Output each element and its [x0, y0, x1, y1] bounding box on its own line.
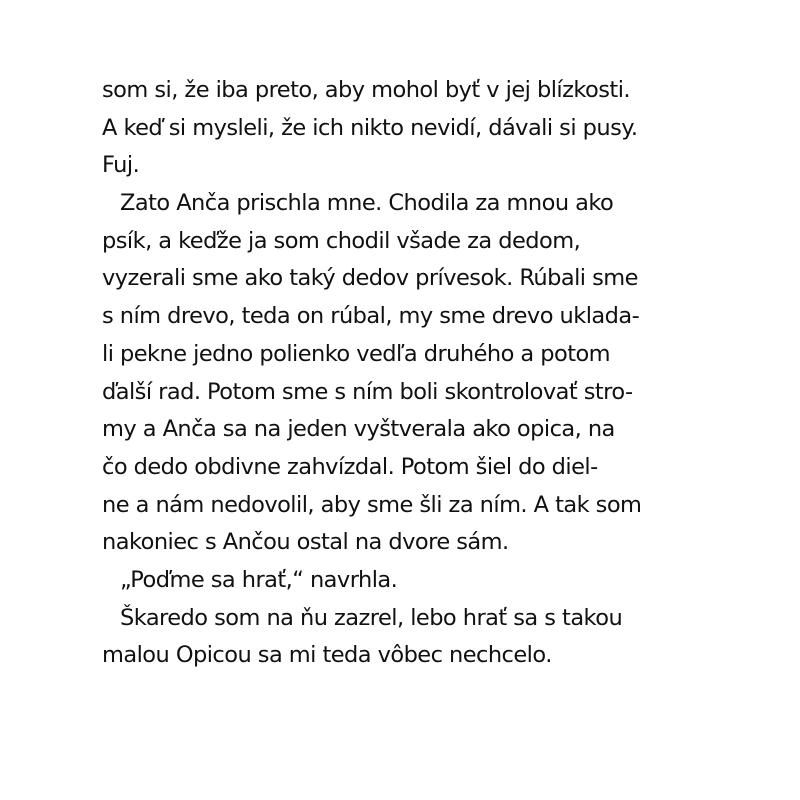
- text-line: malou Opicou sa mi teda vôbec nechcelo.: [102, 642, 552, 669]
- text-line: som si, že iba preto, aby mohol byť v jej blízkosti.: [102, 77, 631, 103]
- text-line: my a Anča sa na jeden vyštverala ako opica, na: [102, 416, 615, 443]
- text-line: vyzerali sme ako taký dedov prívesok. Rúbali sme: [102, 265, 638, 292]
- text-line: čo dedo obdivne zahvízdal. Potom šiel do diel-: [102, 453, 598, 480]
- paragraph-start-line: Škaredo som na ňu zazrel, lebo hrať sa s takou: [120, 604, 623, 631]
- text-line: psík, a keďže ja som chodil všade za dedom,: [102, 227, 581, 254]
- dialogue-line: „Poďme sa hrať,“ navrhla.: [120, 566, 398, 593]
- paragraph-start-line: Zato Anča prischla mne. Chodila za mnou ako: [120, 190, 614, 217]
- text-line: s ním drevo, teda on rúbal, my sme drevo uklada-: [102, 303, 640, 330]
- text-line: li pekne jedno polienko vedľa druhého a potom: [102, 340, 611, 367]
- text-line: ďalší rad. Potom sme s ním boli skontrolovať stro-: [102, 378, 633, 405]
- text-line: A keď si mysleli, že ich nikto nevidí, dávali si pusy.: [102, 114, 638, 141]
- text-line: Fuj.: [102, 152, 140, 179]
- text-line: ne a nám nedovolil, aby sme šli za ním. A tak som: [102, 491, 642, 518]
- book-page-text: [102, 72, 702, 675]
- text-line: nakoniec s Ančou ostal na dvore sám.: [102, 529, 509, 556]
